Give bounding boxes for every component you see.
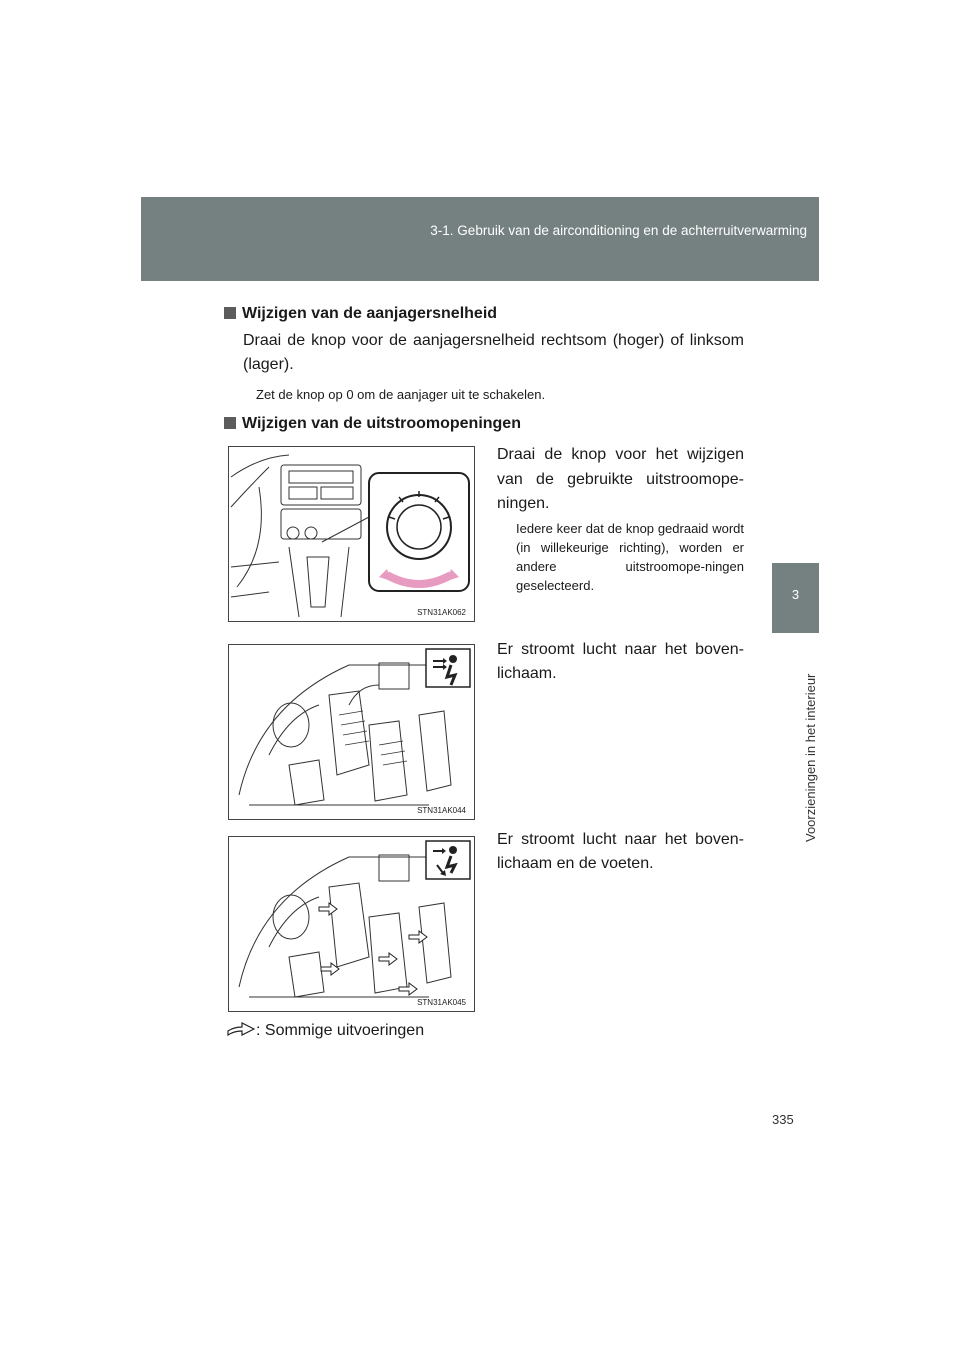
figure-mode-knob <box>228 446 475 622</box>
heading-blower-speed <box>224 305 497 323</box>
caption-face-vent: Er stroomt lucht naar het boven-lichaam. <box>497 641 744 682</box>
header-band <box>141 197 819 281</box>
figure-code: STN31AK044 <box>417 806 466 815</box>
footnote <box>226 1021 424 1040</box>
page-number: 335 <box>772 1112 794 1127</box>
chapter-label <box>783 640 818 845</box>
chapter-tab <box>772 563 819 633</box>
figure-bi-level-vent <box>228 836 475 1012</box>
heading-text: Wijzigen van de uitstroomopeningen <box>242 415 521 432</box>
caption-bi-level-vent: Er stroomt lucht naar het boven-lichaam en de voeten. <box>497 831 744 872</box>
cabin-face-airflow-illustration <box>229 645 474 819</box>
footnote-text: : Sommige uitvoeringen <box>256 1022 425 1039</box>
paragraph-blower-speed: Draai de knop voor de aanjagersnelheid rechtsom (hoger) of linksom (lager). <box>243 332 744 373</box>
note-blower-off: Zet de knop op 0 om de aanjager uit te schakelen. <box>256 387 546 402</box>
section-title: 3-1. Gebruik van de airconditioning en de achterruitverwarming <box>430 223 807 238</box>
chapter-label-text: Voorzieningen in het interieur <box>803 673 818 842</box>
note-vent-mode: Iedere keer dat de knop gedraaid wordt (in willekeurige richting), worden er andere uitstroomope-ningen geselecteerd. <box>516 521 744 593</box>
square-bullet-icon <box>224 307 236 319</box>
figure-code: STN31AK045 <box>417 998 466 1007</box>
heading-vent-mode <box>224 415 521 433</box>
figure-face-vent <box>228 644 475 820</box>
airflow-arrow-icon <box>226 1021 256 1037</box>
paragraph-vent-mode: Draai de knop voor het wijzigen van de gebruikte uitstroomope-ningen. <box>497 446 744 512</box>
cabin-bi-level-airflow-illustration <box>229 837 474 1011</box>
square-bullet-icon <box>224 417 236 429</box>
dashboard-illustration <box>229 447 474 621</box>
heading-text: Wijzigen van de aanjagersnelheid <box>242 305 498 322</box>
chapter-number: 3 <box>791 587 800 602</box>
figure-code: STN31AK062 <box>417 608 466 617</box>
